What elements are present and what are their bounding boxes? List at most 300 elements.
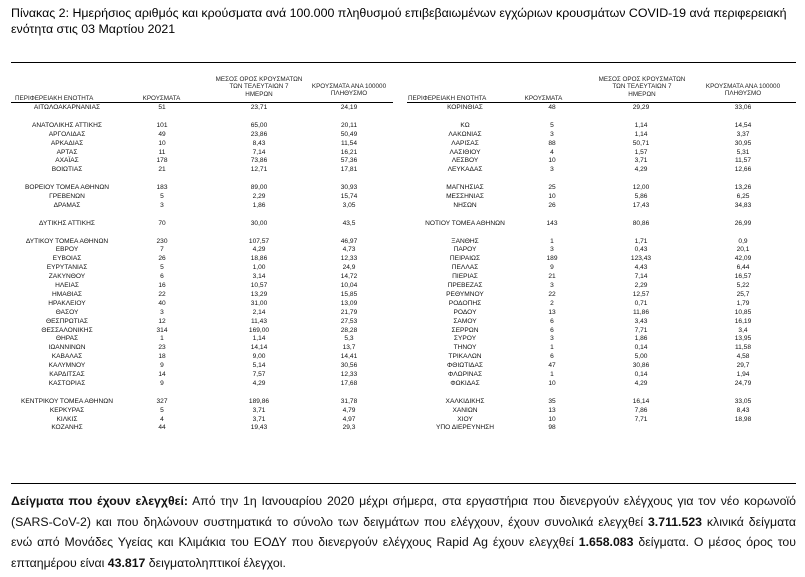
unit-name: ΔΥΤΙΚΗΣ ΑΤΤΙΚΗΣ — [39, 219, 95, 227]
cases-value: 13 — [548, 406, 556, 414]
per100k-value: 4,97 — [342, 415, 356, 423]
unit-name: ΤΡΙΚΑΛΩΝ — [448, 353, 482, 361]
avg7-value: 0,71 — [634, 299, 648, 307]
per100k-value: 14,72 — [340, 273, 358, 281]
avg7-value: 89,00 — [250, 184, 268, 192]
avg7-value: 23,71 — [250, 104, 268, 111]
cases-value: 88 — [548, 139, 556, 147]
unit-name: ΘΑΣΟΥ — [55, 308, 79, 316]
tests-paragraph: Δείγματα που έχουν ελεγχθεί: Από την 1η Ιανουαρίου 2020 μέχρι σήμερα, στα εργαστήρια που διενεργούν ελέγχους για τον νέο κορωνοϊό (SARS-CoV-2) και που δηλώνουν συστηματικά το σύνολο των δειγμάτων που ελέγχουν, έχουν συνολικά ελεγχθεί 3.711.523 κλινικά δείγματα ενώ από Μονάδες Υγείας και Κλιμάκια του ΕΟΔΥ που διενεργούν ελέγχους Rapid Ag έχουν ελεγχθεί 1.658.083 δείγματα. Ο μέσος όρος του επταημέρου είναι 43.817 δειγματοληπτικοί έλεγχοι. — [11, 494, 796, 570]
cases-value: 6 — [550, 353, 554, 361]
avg7-value: 10,57 — [250, 282, 268, 289]
per100k-value: 8,43 — [736, 406, 750, 414]
unit-name: ΛΑΣΙΘΙΟΥ — [449, 148, 481, 156]
unit-name: ΚΕΡΚΥΡΑΣ — [49, 406, 85, 414]
per100k-value: 27,53 — [340, 317, 358, 325]
unit-name: ΑΧΑΪΑΣ — [55, 157, 79, 165]
cases-value: 1 — [160, 335, 164, 343]
table-row — [11, 148, 796, 157]
avg7-value: 3,71 — [252, 406, 266, 414]
unit-name: ΝΟΤΙΟΥ ΤΟΜΕΑ ΑΘΗΝΩΝ — [425, 219, 505, 227]
per100k-value: 42,09 — [734, 255, 752, 263]
table-row — [11, 334, 796, 343]
avg7-value: 4,29 — [634, 166, 648, 174]
unit-name: ΠΑΡΟΥ — [453, 246, 477, 254]
cases-value: 11 — [158, 148, 166, 156]
tests-label: Δείγματα που έχουν ελεγχθεί: — [11, 494, 188, 508]
avg7-value: 13,29 — [250, 290, 268, 298]
unit-name: ΡΟΔΟΥ — [453, 308, 477, 316]
unit-name: ΠΙΕΡΙΑΣ — [452, 273, 478, 281]
cases-value: 1 — [550, 344, 554, 352]
unit-name: ΓΡΕΒΕΝΩΝ — [49, 193, 85, 200]
cases-value: 3 — [550, 335, 554, 343]
per100k-value: 21,79 — [340, 308, 358, 316]
per100k-value: 5,31 — [736, 148, 750, 156]
unit-name: ΙΩΑΝΝΙΝΩΝ — [48, 344, 86, 352]
avg7-value: 1,14 — [252, 335, 266, 343]
unit-name: ΚΩ — [460, 121, 470, 129]
table-row — [11, 317, 796, 326]
avg7-value: 5,14 — [252, 362, 266, 370]
unit-name: ΕΥΒΟΙΑΣ — [52, 255, 82, 263]
cases-value: 14 — [158, 371, 166, 378]
per100k-value: 12,66 — [734, 166, 752, 174]
cases-value: 6 — [550, 317, 554, 325]
per100k-value: 4,58 — [736, 353, 750, 361]
avg7-value: 65,00 — [250, 121, 268, 129]
cases-value: 10 — [548, 157, 556, 165]
table-row — [11, 308, 796, 317]
cases-value: 49 — [158, 130, 166, 138]
table-bottom-rule — [11, 483, 796, 484]
avg7-value: 3,71 — [634, 157, 648, 165]
per100k-value: 29,7 — [736, 362, 750, 370]
table-row — [11, 343, 796, 352]
unit-name: ΛΑΚΩΝΙΑΣ — [448, 130, 482, 138]
per100k-value: 29,3 — [342, 424, 356, 432]
unit-name: ΗΜΑΘΙΑΣ — [52, 290, 82, 298]
avg7-value: 1,57 — [634, 148, 648, 156]
avg7-value: 189,86 — [248, 397, 270, 405]
avg7-value: 29,29 — [632, 104, 650, 111]
per100k-value: 33,06 — [734, 104, 752, 111]
avg7-value: 30,86 — [632, 362, 650, 370]
avg7-value: 2,29 — [252, 193, 266, 200]
per100k-value: 4,79 — [342, 406, 356, 414]
header-per100k-right: ΚΡΟΥΣΜΑΤΑ ΑΝΑ 100000 ΠΛΗΘΥΣΜΟ — [705, 83, 781, 98]
avg7-value: 80,86 — [632, 219, 650, 227]
unit-name: ΑΝΑΤΟΛΙΚΗΣ ΑΤΤΙΚΗΣ — [32, 121, 102, 129]
unit-name: ΗΛΕΙΑΣ — [55, 282, 79, 289]
avg7-value: 4,43 — [634, 264, 648, 272]
table-row — [11, 326, 796, 335]
unit-name: ΚΟΖΑΝΗΣ — [51, 424, 83, 432]
cases-value: 22 — [158, 290, 166, 298]
unit-name: ΚΑΣΤΟΡΙΑΣ — [48, 379, 86, 387]
cases-value: 12 — [158, 317, 166, 325]
unit-name: ΠΕΙΡΑΙΩΣ — [449, 255, 481, 263]
per100k-value: 34,83 — [734, 201, 752, 209]
table-row — [11, 121, 796, 130]
unit-name: ΑΡΓΟΛΙΔΑΣ — [48, 130, 86, 138]
unit-name: ΑΡΤΑΣ — [56, 148, 78, 156]
avg7-value: 14,14 — [250, 344, 268, 352]
per100k-value: 50,49 — [340, 130, 358, 138]
table-row — [11, 156, 796, 165]
table-row — [11, 183, 796, 192]
unit-name: ΚΟΡΙΝΘΙΑΣ — [447, 104, 483, 111]
avg7-value: 4,29 — [252, 246, 266, 254]
per100k-value: 57,36 — [340, 157, 358, 165]
table-row — [11, 370, 796, 379]
per100k-value: 20,1 — [736, 246, 750, 254]
per100k-value: 10,85 — [734, 308, 752, 316]
per100k-value: 24,9 — [342, 264, 356, 272]
cases-value: 10 — [158, 139, 166, 147]
unit-name: ΗΡΑΚΛΕΙΟΥ — [48, 299, 86, 307]
avg7-value: 23,86 — [250, 130, 268, 138]
per100k-value: 18,98 — [734, 415, 752, 423]
unit-name: ΡΟΔΟΠΗΣ — [448, 299, 482, 307]
unit-name: ΕΥΡΥΤΑΝΙΑΣ — [46, 264, 88, 272]
table-row — [11, 397, 796, 406]
cases-value: 178 — [156, 157, 168, 165]
cases-value: 26 — [158, 255, 166, 263]
unit-name: ΚΙΛΚΙΣ — [56, 415, 78, 423]
table-row — [11, 406, 796, 415]
unit-name: ΣΑΜΟΥ — [453, 317, 477, 325]
cases-value: 4 — [550, 148, 554, 156]
cases-value: 35 — [548, 397, 556, 405]
cases-value: 22 — [548, 290, 556, 298]
cases-value: 101 — [156, 121, 168, 129]
per100k-value: 6,44 — [736, 264, 750, 272]
per100k-value: 24,79 — [734, 379, 752, 387]
avg7-value: 3,43 — [634, 317, 648, 325]
per100k-value: 24,19 — [340, 104, 358, 111]
unit-name: ΔΡΑΜΑΣ — [53, 201, 81, 209]
table-row — [11, 201, 796, 210]
cases-value: 327 — [156, 397, 168, 405]
per100k-value: 11,54 — [340, 139, 357, 147]
unit-name: ΑΙΤΩΛΟΑΚΑΡΝΑΝΙΑΣ — [33, 104, 101, 111]
header-unit-left: ΠΕΡΙΦΕΡΕΙΑΚΗ ΕΝΟΤΗΤΑ — [15, 95, 94, 102]
unit-name: ΚΑΡΔΙΤΣΑΣ — [49, 371, 85, 378]
cases-value: 4 — [160, 415, 164, 423]
per100k-value: 20,11 — [340, 121, 357, 129]
cases-value: 51 — [158, 104, 166, 111]
avg7-value: 11,86 — [632, 308, 649, 316]
unit-name: ΤΗΝΟΥ — [453, 344, 477, 352]
cases-value: 13 — [548, 308, 556, 316]
avg7-value: 7,71 — [634, 415, 648, 423]
cases-value: 3 — [550, 282, 554, 289]
table-row — [11, 415, 796, 424]
table-row — [11, 361, 796, 370]
per100k-value: 3,4 — [738, 326, 748, 334]
avg7-value: 17,43 — [632, 201, 650, 209]
cases-value: 6 — [160, 273, 164, 281]
cases-value: 314 — [156, 326, 168, 334]
unit-name: ΜΕΣΣΗΝΙΑΣ — [446, 193, 484, 200]
cases-value: 189 — [546, 255, 558, 263]
table-row — [11, 423, 796, 432]
cases-value: 5 — [550, 121, 554, 129]
per100k-value: 31,78 — [340, 397, 358, 405]
per100k-value: 25,7 — [736, 290, 750, 298]
unit-name: ΘΗΡΑΣ — [55, 335, 79, 343]
cases-value: 10 — [548, 193, 556, 200]
cases-value: 3 — [160, 201, 164, 209]
header-unit-right: ΠΕΡΙΦΕΡΕΙΑΚΗ ΕΝΟΤΗΤΑ — [408, 95, 487, 102]
avg7-value: 7,14 — [252, 148, 266, 156]
unit-name: ΘΕΣΣΑΛΟΝΙΚΗΣ — [41, 326, 93, 334]
cases-value: 3 — [550, 166, 554, 174]
avg7-value: 1,86 — [634, 335, 648, 343]
cases-value: 23 — [158, 344, 166, 352]
unit-name: ΑΡΚΑΔΙΑΣ — [50, 139, 84, 147]
unit-name: ΦΩΚΙΔΑΣ — [450, 379, 480, 387]
per100k-value: 13,26 — [734, 184, 752, 192]
unit-name: ΣΥΡΟΥ — [453, 335, 477, 343]
cases-value: 9 — [160, 362, 164, 370]
cases-value: 48 — [548, 104, 556, 111]
avg7-value: 1,14 — [634, 130, 648, 138]
per100k-value: 14,54 — [734, 121, 752, 129]
avg7-value: 2,14 — [252, 308, 266, 316]
per100k-value: 1,79 — [736, 299, 750, 307]
unit-name: ΜΑΓΝΗΣΙΑΣ — [446, 184, 484, 192]
avg7-value: 11,43 — [250, 317, 267, 325]
cases-value: 2 — [550, 299, 554, 307]
avg7-value: 3,71 — [252, 415, 266, 423]
unit-name: ΛΕΣΒΟΥ — [451, 157, 479, 165]
avg7-value: 12,57 — [632, 290, 650, 298]
per100k-value: 16,19 — [734, 317, 752, 325]
avg7-value: 1,00 — [252, 264, 266, 272]
per100k-value: 30,95 — [734, 139, 752, 147]
per100k-value: 14,41 — [340, 353, 358, 361]
table-row — [11, 290, 796, 299]
table-row — [11, 281, 796, 290]
per100k-value: 13,09 — [340, 299, 358, 307]
cases-value: 44 — [158, 424, 166, 432]
per100k-value: 17,68 — [340, 379, 358, 387]
avg7-value: 0,14 — [634, 371, 648, 378]
avg7-value: 31,00 — [250, 299, 268, 307]
per100k-value: 30,56 — [340, 362, 358, 370]
table-row — [11, 352, 796, 361]
per100k-value: 46,97 — [340, 237, 358, 245]
avg7-value: 7,14 — [634, 273, 648, 281]
avg7-value: 4,29 — [634, 379, 648, 387]
cases-value: 10 — [548, 415, 556, 423]
unit-name: ΛΕΥΚΑΔΑΣ — [447, 166, 483, 174]
unit-name: ΣΕΡΡΩΝ — [451, 326, 479, 334]
cases-value: 10 — [548, 379, 556, 387]
unit-name: ΥΠΟ ΔΙΕΡΕΥΝΗΣΗ — [436, 424, 494, 432]
avg7-value: 7,86 — [634, 406, 648, 414]
unit-name: ΒΟΙΩΤΙΑΣ — [51, 166, 83, 174]
per100k-value: 12,33 — [340, 371, 358, 378]
header-cases-right: ΚΡΟΥΣΜΑΤΑ — [524, 95, 563, 102]
per100k-value: 33,05 — [734, 397, 752, 405]
avg7-value: 1,86 — [252, 201, 266, 209]
per100k-value: 6,25 — [736, 193, 750, 200]
unit-name: ΠΕΛΛΑΣ — [451, 264, 479, 272]
avg7-value: 123,43 — [630, 255, 652, 263]
unit-name: ΧΑΛΚΙΔΙΚΗΣ — [445, 397, 485, 405]
table-row — [11, 254, 796, 263]
cases-value: 21 — [548, 273, 556, 281]
cases-value: 98 — [548, 424, 556, 432]
avg7-value: 9,00 — [252, 353, 266, 361]
per100k-value: 3,37 — [736, 130, 750, 138]
pcr-total: 3.711.523 — [647, 514, 702, 529]
avg7-value: 169,00 — [248, 326, 270, 334]
cases-value: 18 — [158, 353, 166, 361]
cases-value: 1 — [550, 371, 554, 378]
per100k-value: 13,95 — [734, 335, 752, 343]
cases-value: 26 — [548, 201, 556, 209]
per100k-value: 16,57 — [734, 273, 752, 281]
cases-value: 70 — [158, 219, 166, 227]
avg7-value: 2,29 — [634, 282, 648, 289]
avg7-value: 73,86 — [250, 157, 268, 165]
avg7-value: 18,86 — [250, 255, 268, 263]
per100k-value: 11,58 — [734, 344, 751, 352]
per100k-value: 0,9 — [738, 237, 748, 245]
cases-value: 5 — [160, 406, 164, 414]
table-row — [11, 237, 796, 246]
avg7-value: 12,71 — [250, 166, 268, 174]
table-row — [11, 139, 796, 148]
unit-name: ΒΟΡΕΙΟΥ ΤΟΜΕΑ ΑΘΗΝΩΝ — [24, 184, 110, 192]
table-row — [11, 103, 796, 112]
unit-name: ΝΗΣΩΝ — [453, 201, 477, 209]
unit-name: ΘΕΣΠΡΩΤΙΑΣ — [45, 317, 89, 325]
table-row — [11, 219, 796, 228]
per100k-value: 16,21 — [340, 148, 358, 156]
table-top-rule — [11, 62, 796, 63]
avg7-value: 8,43 — [252, 139, 266, 147]
table-row — [11, 379, 796, 388]
cases-value: 3 — [550, 130, 554, 138]
avg7-value: 0,14 — [634, 344, 648, 352]
table-row — [11, 272, 796, 281]
unit-name: ΚΑΒΑΛΑΣ — [51, 353, 83, 361]
per100k-value: 5,22 — [736, 282, 750, 289]
avg7-value: 30,00 — [250, 219, 268, 227]
unit-name: ΞΑΝΘΗΣ — [451, 237, 479, 245]
unit-name: ΧΑΝΙΩΝ — [452, 406, 478, 414]
cases-value: 9 — [550, 264, 554, 272]
table-row — [11, 299, 796, 308]
per100k-value: 30,93 — [340, 184, 358, 192]
per100k-value: 43,5 — [342, 219, 356, 227]
avg7-value: 1,71 — [634, 237, 648, 245]
avg7-value: 19,43 — [250, 424, 268, 432]
unit-name: ΔΥΤΙΚΟΥ ΤΟΜΕΑ ΑΘΗΝΩΝ — [25, 237, 109, 245]
avg7-value: 12,00 — [632, 184, 650, 192]
per100k-value: 11,57 — [734, 157, 751, 165]
avg7-value: 5,86 — [634, 193, 648, 200]
unit-name: ΕΒΡΟΥ — [55, 246, 79, 254]
cases-value: 1 — [550, 237, 554, 245]
table-row — [11, 192, 796, 201]
cases-value: 3 — [160, 308, 164, 316]
cases-value: 16 — [158, 282, 166, 289]
unit-name: ΚΑΛΥΜΝΟΥ — [48, 362, 86, 370]
unit-name: ΖΑΚΥΝΘΟΥ — [48, 273, 86, 281]
table-row — [11, 263, 796, 272]
table-row — [11, 130, 796, 139]
unit-name: ΠΡΕΒΕΖΑΣ — [447, 282, 483, 289]
per100k-value: 26,99 — [734, 219, 752, 227]
cases-value: 7 — [160, 246, 164, 254]
per100k-value: 4,73 — [342, 246, 356, 254]
unit-name: ΧΙΟΥ — [457, 415, 473, 423]
cases-value: 40 — [158, 299, 166, 307]
avg7-value: 1,14 — [634, 121, 648, 129]
cases-value: 21 — [158, 166, 166, 174]
header-per100k-left: ΚΡΟΥΣΜΑΤΑ ΑΝΑ 100000 ΠΛΗΘΥΣΜΟ — [311, 83, 387, 98]
header-avg-left: ΜΕΣΟΣ ΟΡΟΣ ΚΡΟΥΣΜΑΤΩΝ ΤΩΝ ΤΕΛΕΥΤΑΙΩΝ 7 ΗΜΕΡΩΝ — [215, 76, 303, 98]
cases-table — [11, 62, 796, 484]
avg7-value: 4,29 — [252, 379, 266, 387]
avg7-value: 0,43 — [634, 246, 648, 254]
avg7-value: 7,71 — [634, 326, 648, 334]
table-row — [11, 245, 796, 254]
header-cases-left: ΚΡΟΥΣΜΑΤΑ — [142, 95, 181, 102]
per100k-value: 15,85 — [340, 290, 358, 298]
per100k-value: 12,33 — [340, 255, 358, 263]
per100k-value: 5,3 — [344, 335, 354, 343]
table-row — [11, 165, 796, 174]
per100k-value: 10,04 — [340, 282, 358, 289]
per100k-value: 1,94 — [736, 371, 750, 378]
cases-value: 9 — [160, 379, 164, 387]
cases-value: 230 — [156, 237, 168, 245]
unit-name: ΦΛΩΡΙΝΑΣ — [447, 371, 483, 378]
cases-value: 25 — [548, 184, 556, 192]
unit-name: ΚΕΝΤΡΙΚΟΥ ΤΟΜΕΑ ΑΘΗΝΩΝ — [21, 397, 113, 405]
per100k-value: 28,28 — [340, 326, 358, 334]
cases-value: 5 — [160, 264, 164, 272]
rapid-total: 1.658.083 — [578, 535, 634, 549]
unit-name: ΛΑΡΙΣΑΣ — [451, 139, 479, 147]
per100k-value: 17,81 — [340, 166, 358, 174]
avg7-value: 16,14 — [632, 397, 650, 405]
header-avg-right: ΜΕΣΟΣ ΟΡΟΣ ΚΡΟΥΣΜΑΤΩΝ ΤΩΝ ΤΕΛΕΥΤΑΙΩΝ 7 ΗΜΕΡΩΝ — [598, 76, 686, 98]
avg7-value: 5,00 — [634, 353, 648, 361]
table-caption: Πίνακας 2: Ημερήσιος αριθμός και κρούσματα ανά 100.000 πληθυσμού επιβεβαιωμένων εγχώριων κρουσμάτων COVID-19 ανά περιφερειακή ενότητα στις 03 Μαρτίου 2021 — [11, 6, 787, 36]
avg7-value: 107,57 — [248, 237, 270, 245]
per100k-value: 3,05 — [342, 201, 356, 209]
per100k-value: 13,7 — [342, 344, 356, 352]
unit-name: ΦΘΙΩΤΙΔΑΣ — [447, 362, 483, 370]
avg-daily-tests: 43.817 — [107, 555, 146, 570]
cases-value: 5 — [160, 193, 164, 200]
cases-value: 3 — [550, 246, 554, 254]
cases-value: 47 — [548, 362, 556, 370]
cases-value: 143 — [546, 219, 558, 227]
avg7-value: 7,57 — [252, 371, 266, 378]
cases-value: 183 — [156, 184, 168, 192]
per100k-value: 15,74 — [340, 193, 358, 200]
avg7-value: 50,71 — [632, 139, 650, 147]
